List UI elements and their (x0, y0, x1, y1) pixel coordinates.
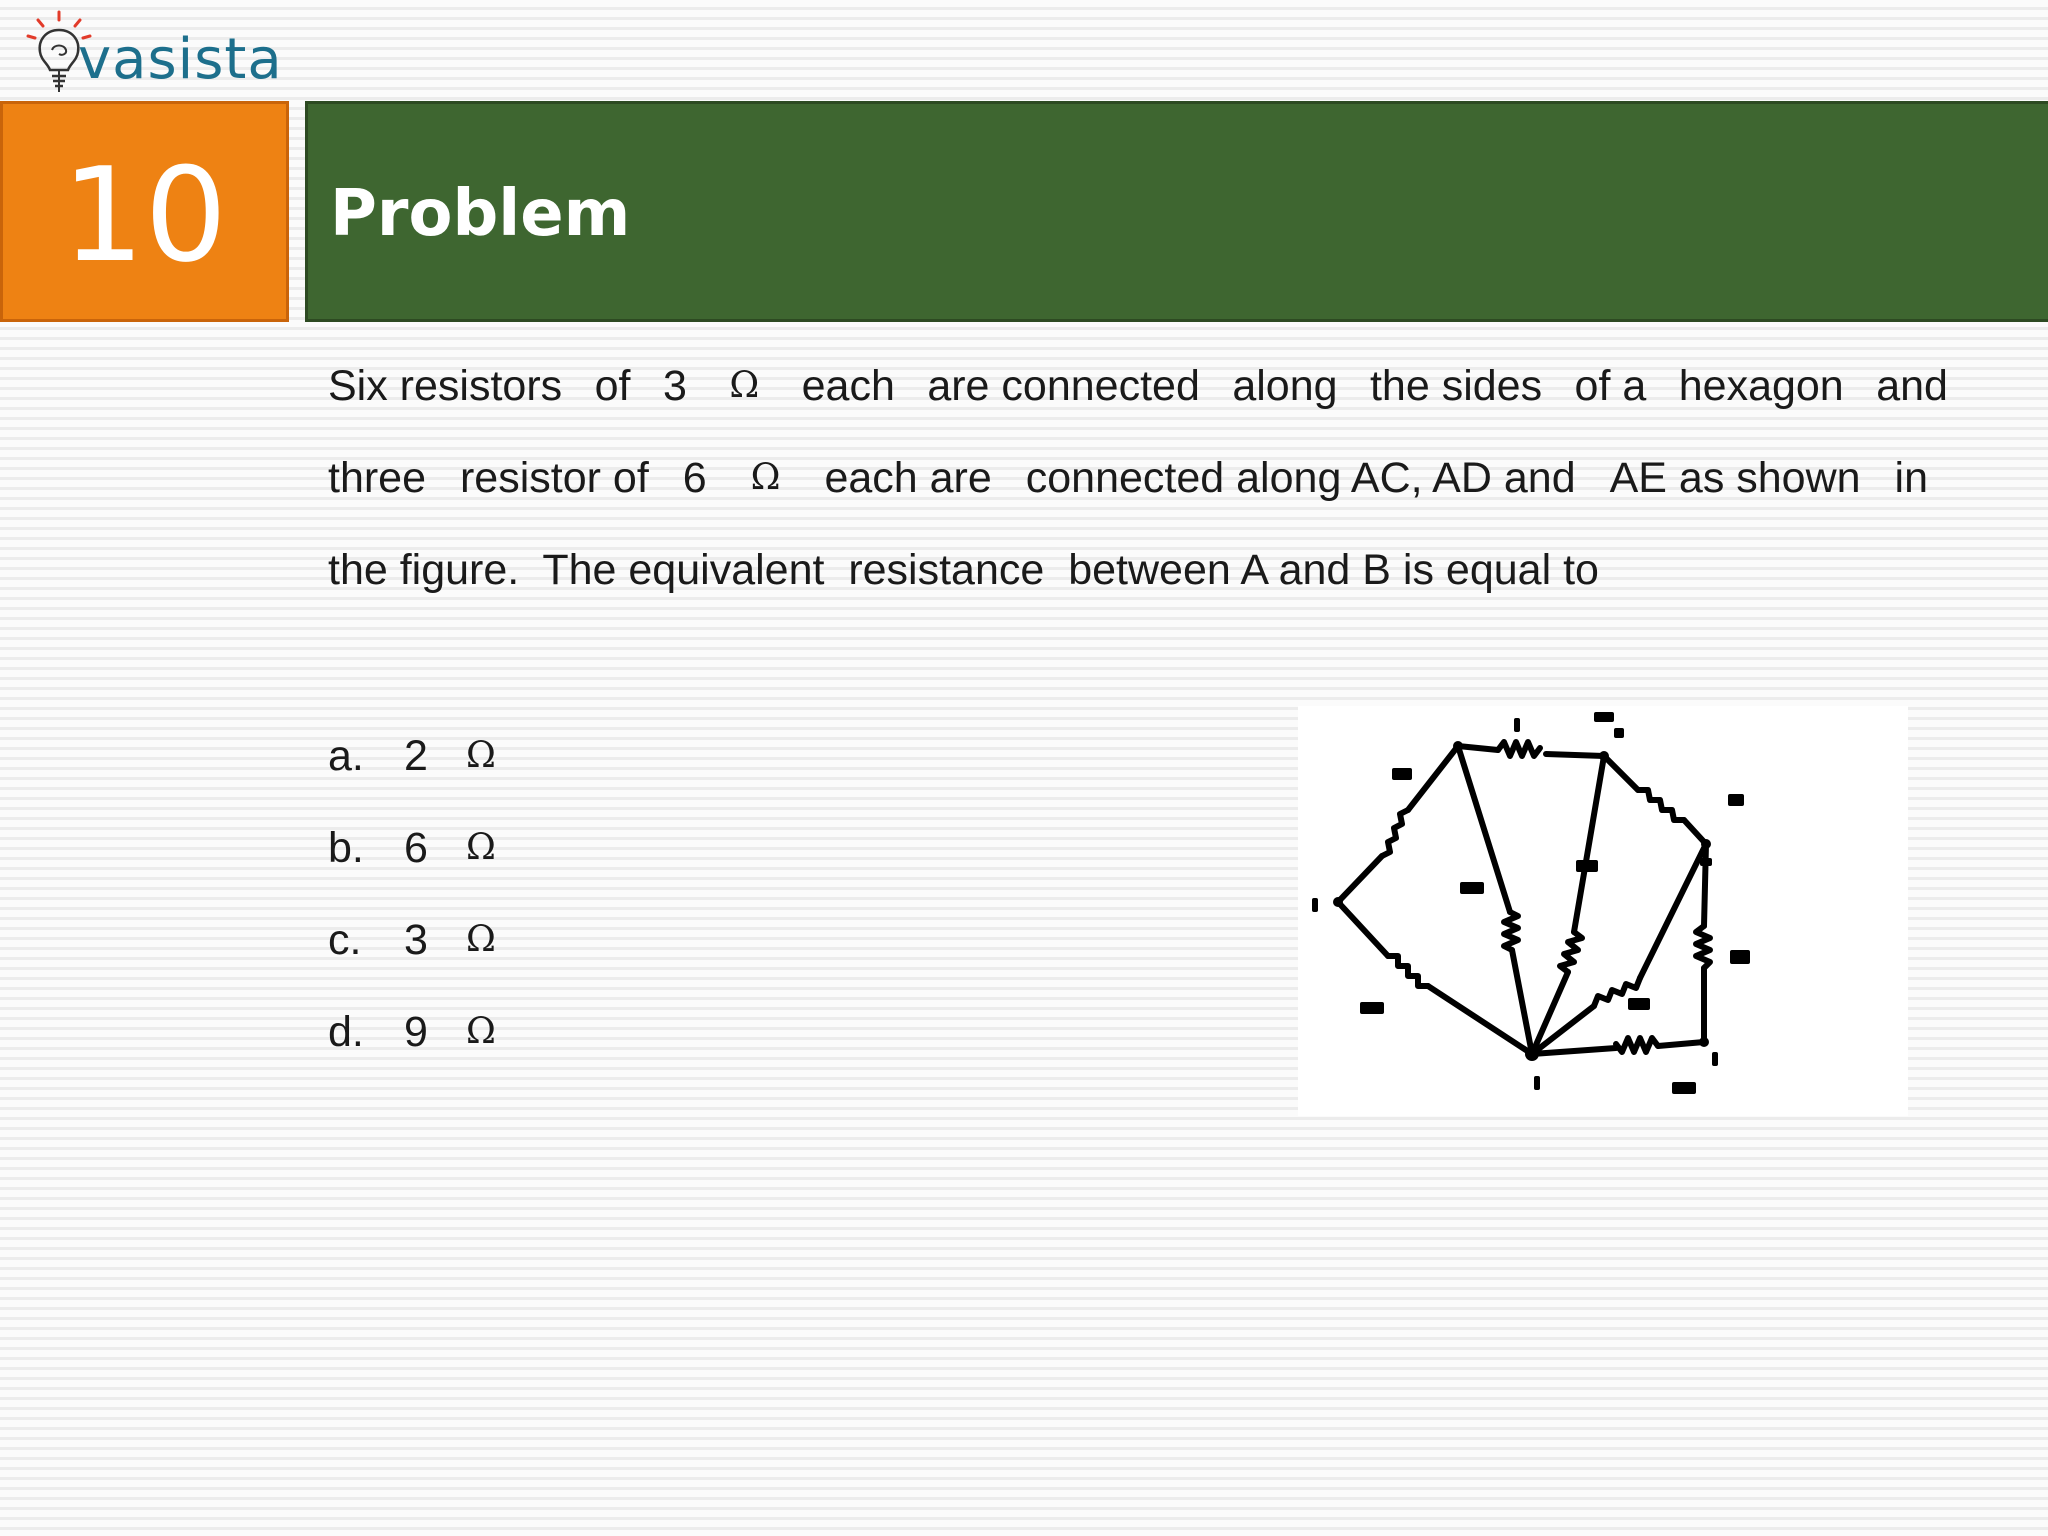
problem-line-2 (328, 448, 1928, 540)
hexagon-resistor-circuit-figure (1298, 706, 1908, 1116)
node-dot (1599, 751, 1609, 761)
problem-text: AE as shown (1609, 454, 1861, 502)
label-mark (1534, 1076, 1540, 1090)
circuit-diagram (1298, 706, 1908, 1116)
option-d[interactable] (328, 1002, 496, 1094)
problem-line-1 (328, 356, 1948, 448)
resistor-zigzag (1696, 926, 1710, 968)
label-mark (1700, 858, 1712, 866)
node-dot (1701, 839, 1711, 849)
label-mark (1628, 998, 1650, 1010)
label-mark (1576, 860, 1598, 872)
problem-text: the sides (1369, 362, 1543, 410)
circuit-wire (1704, 844, 1706, 926)
option-value: 2 (404, 732, 428, 780)
problem-text: of (594, 362, 631, 410)
option-letter: b. (328, 824, 364, 872)
label-mark (1672, 1082, 1696, 1094)
label-mark (1392, 768, 1412, 780)
problem-statement (328, 356, 1988, 632)
problem-text: the figure. The equivalent resistance between A and B is equal to (328, 546, 1599, 594)
resistor-zigzag (1388, 956, 1428, 986)
logo-text: vasista (78, 27, 283, 92)
problem-text: each are (824, 454, 992, 502)
resistor-zigzag (1504, 912, 1518, 950)
circuit-wire (1408, 746, 1458, 810)
label-mark (1514, 718, 1520, 732)
problem-text: Six resistors (328, 362, 563, 410)
resistor-zigzag (1382, 810, 1408, 856)
resistor-zigzag (1498, 742, 1540, 756)
option-a[interactable] (328, 726, 496, 818)
ohm-symbol: Ω (729, 365, 760, 406)
option-value: 9 (404, 1008, 428, 1056)
problem-text: connected along AC, AD and (1025, 454, 1576, 502)
node-dot (1453, 741, 1463, 751)
ohm-symbol: Ω (750, 457, 781, 498)
label-mark (1614, 728, 1624, 738)
option-unit: Ω (466, 1011, 496, 1052)
resistor-zigzag (1616, 1038, 1658, 1052)
label-mark (1360, 1002, 1384, 1014)
circuit-wire (1658, 1042, 1704, 1046)
problem-text: along (1232, 362, 1338, 410)
problem-text: 6 (682, 454, 707, 502)
option-unit: Ω (466, 827, 496, 868)
option-b[interactable] (328, 818, 496, 910)
option-value: 6 (404, 824, 428, 872)
problem-text: of a (1574, 362, 1647, 410)
circuit-wire (1574, 756, 1604, 932)
option-c[interactable] (328, 910, 496, 1002)
circuit-wire (1604, 756, 1638, 790)
circuit-wire (1532, 1048, 1616, 1054)
circuit-wire (1458, 746, 1498, 750)
circuit-wire (1338, 856, 1382, 902)
problem-text: resistor of (459, 454, 649, 502)
slide-number: 10 (61, 138, 228, 291)
title-bar (305, 101, 2048, 322)
problem-text: each (801, 362, 895, 410)
option-letter: c. (328, 916, 362, 964)
node-dot (1333, 897, 1343, 907)
problem-text: in (1894, 454, 1928, 502)
option-letter: a. (328, 732, 364, 780)
resistor-zigzag (1560, 932, 1582, 972)
answer-options (328, 726, 496, 1094)
problem-text: 3 (662, 362, 687, 410)
option-value: 3 (404, 916, 428, 964)
option-letter: d. (328, 1008, 364, 1056)
label-mark (1312, 898, 1318, 912)
node-dot (1525, 1047, 1539, 1061)
problem-line-3 (328, 540, 1988, 632)
slide-title: Problem (330, 177, 631, 251)
option-unit: Ω (466, 735, 496, 776)
circuit-wire (1338, 902, 1388, 956)
vasista-logo (18, 4, 288, 100)
circuit-wire (1428, 986, 1532, 1054)
problem-text: and (1876, 362, 1948, 410)
label-mark (1712, 1052, 1718, 1066)
problem-text: are connected (927, 362, 1200, 410)
problem-text: hexagon (1678, 362, 1844, 410)
problem-text: three (328, 454, 427, 502)
slide-number-box (0, 101, 289, 322)
label-mark (1728, 794, 1744, 806)
label-mark (1730, 950, 1750, 964)
node-dot (1699, 1037, 1709, 1047)
option-unit: Ω (466, 919, 496, 960)
resistor-zigzag (1638, 790, 1684, 820)
label-mark (1594, 712, 1614, 722)
circuit-wire (1512, 950, 1532, 1054)
label-mark (1460, 882, 1484, 894)
circuit-wire (1546, 754, 1604, 756)
